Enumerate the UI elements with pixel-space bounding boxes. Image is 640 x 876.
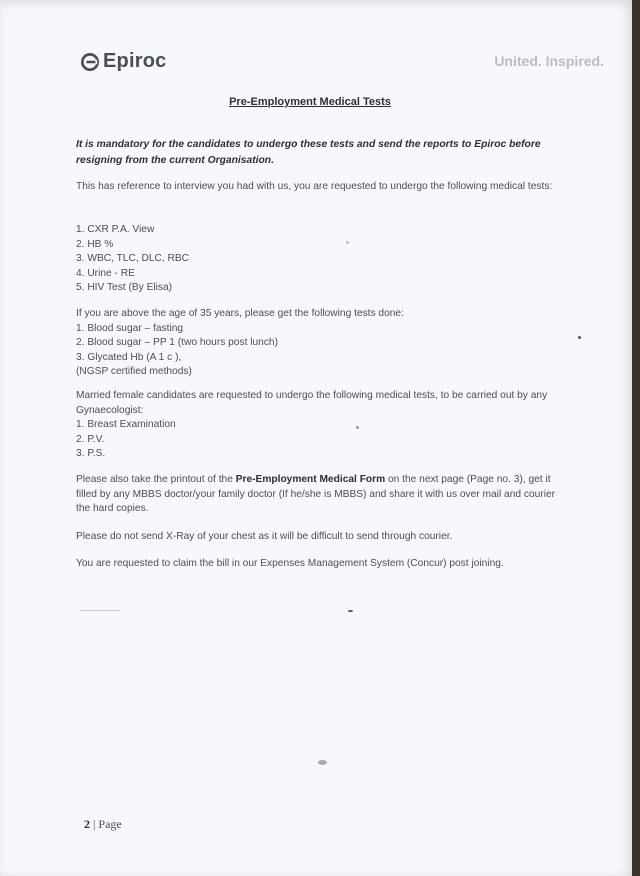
form-note-after: on the next page (Page no. 3), get it filled by any MBBS doctor/your family doctor (If he/she is MBBS) and share it with us over mail and courier the hard copies.	[76, 474, 556, 514]
list-item: 2. HB %	[76, 238, 114, 250]
tests-list	[76, 223, 556, 296]
tagline: United. Inspired.	[494, 53, 604, 69]
epiroc-logo-icon	[81, 53, 99, 71]
page-title: Pre-Employment Medical Tests	[229, 96, 391, 108]
female-intro: Married female candidates are requested to undergo the following medical tests, to be carried out by any Gynaecologist:	[76, 390, 548, 416]
list-item: (NGSP certified methods)	[76, 366, 192, 377]
list-item: 3. Glycated Hb (A 1 c ),	[76, 351, 182, 363]
page-number	[84, 817, 122, 832]
scanner-edge	[632, 0, 640, 876]
above-35-list	[76, 322, 556, 380]
female-section	[76, 389, 556, 462]
list-item: 1. Blood sugar – fasting	[76, 322, 184, 334]
female-list	[76, 418, 556, 462]
scan-speck	[346, 241, 349, 244]
scan-speck	[348, 610, 353, 612]
list-item: 1. CXR P.A. View	[76, 224, 155, 235]
scan-speck	[578, 336, 581, 339]
form-note-before: Please also take the printout of the	[76, 474, 236, 485]
scan-speck	[318, 760, 327, 765]
list-item: 3. WBC, TLC, DLC, RBC	[76, 253, 190, 264]
list-item: 4. Urine - RE	[76, 267, 135, 279]
page-number-label: | Page	[90, 817, 122, 831]
scan-speck	[356, 426, 359, 429]
above-35-intro: If you are above the age of 35 years, please get the following tests done:	[76, 308, 404, 319]
scan-speck	[80, 610, 120, 611]
xray-note: Please do not send X-Ray of your chest as it will be difficult to send through courier.	[76, 531, 453, 542]
list-item: 2. P.V.	[76, 433, 105, 445]
epiroc-logo	[81, 50, 166, 73]
intro-paragraph: This has reference to interview you had with us, you are requested to undergo the following medical tests:	[76, 181, 553, 192]
page-number-value: 2	[84, 817, 90, 831]
list-item: 2. Blood sugar – PP 1 (two hours post lunch)	[76, 337, 278, 348]
form-note-bold: Pre-Employment Medical Form	[235, 474, 386, 485]
above-35-section	[76, 307, 556, 380]
bill-note: You are requested to claim the bill in our Expenses Management System (Concur) post joining.	[76, 558, 504, 569]
medical-form-note	[76, 473, 556, 517]
list-item: 5. HIV Test (By Elisa)	[76, 282, 173, 293]
list-item: 3. P.S.	[76, 448, 106, 459]
list-item: 1. Breast Examination	[76, 419, 176, 430]
logo-text: Epiroc	[103, 50, 167, 72]
mandatory-notice: It is mandatory for the candidates to undergo these tests and send the reports to Epiroc before resigning from the current Organisation.	[76, 139, 541, 166]
